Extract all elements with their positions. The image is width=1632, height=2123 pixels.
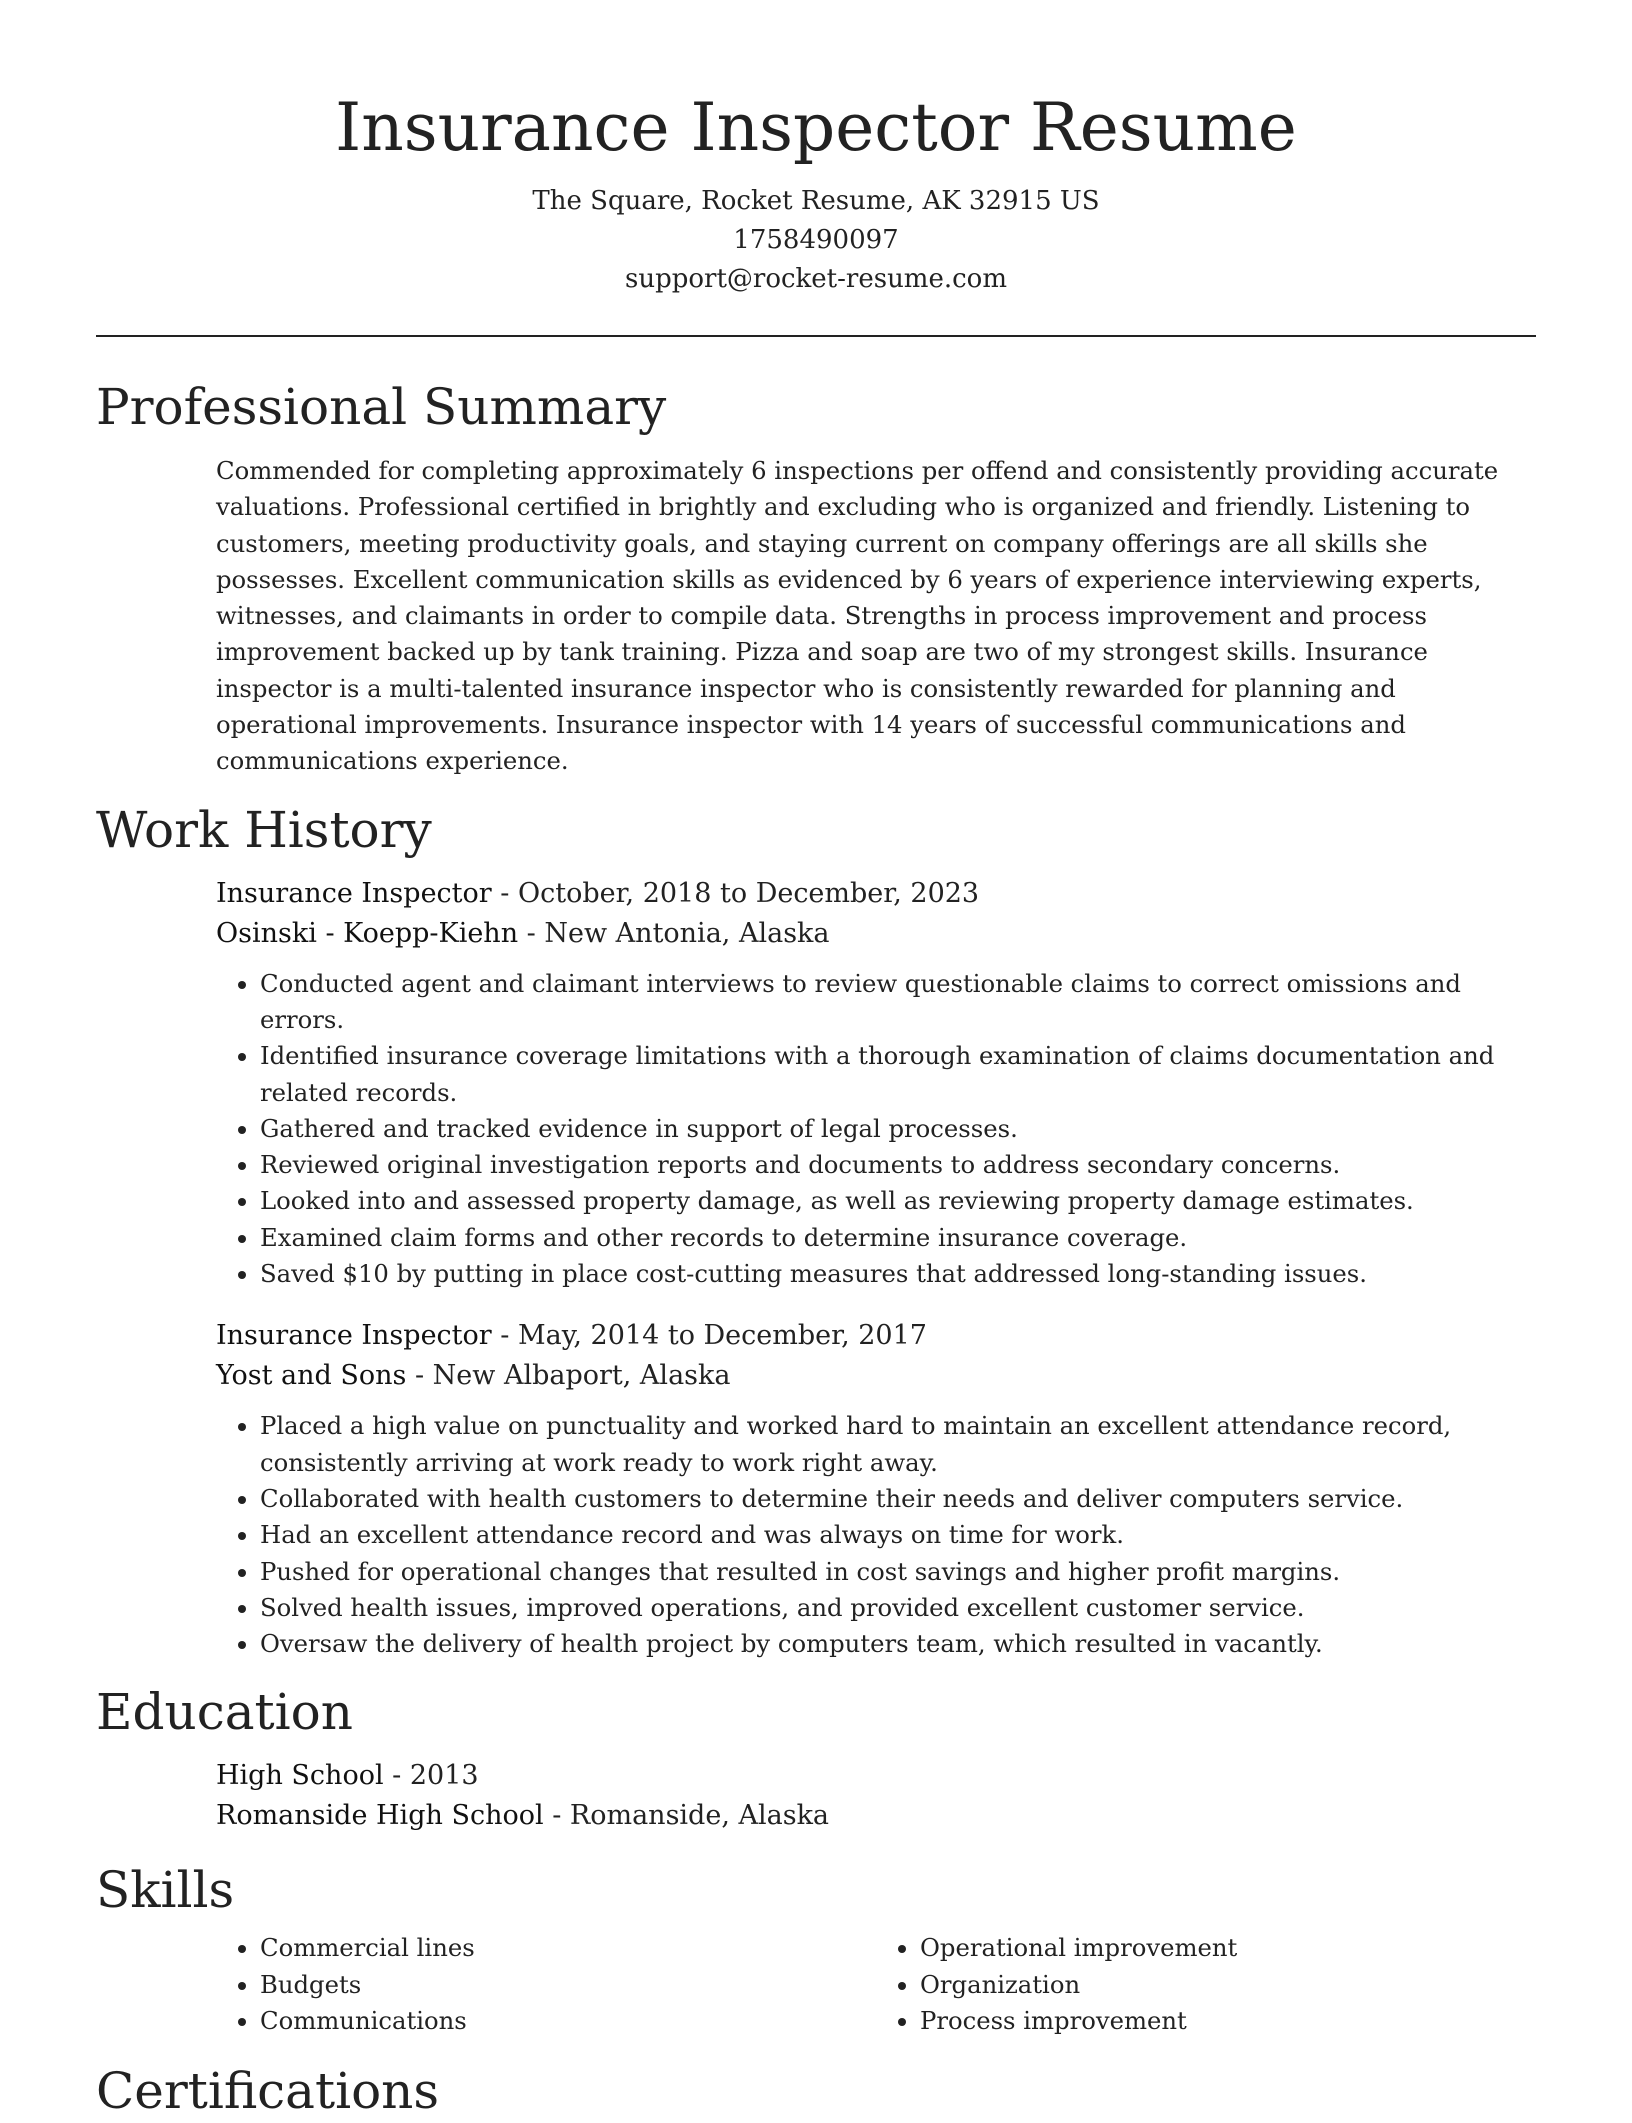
job-entry [96,874,1536,1293]
certifications-section [96,2059,1536,2123]
job-location: - New Antonia, Alaska [518,917,830,949]
education-year: - 2013 [383,1760,479,1792]
list-item: • Gathered and tracked evidence in support of legal processes. [260,1111,1536,1147]
summary-section [96,375,1536,780]
job-role: Insurance Inspector [216,1320,492,1352]
resume-title: Insurance Inspector Resume [335,89,1297,166]
skills-column-left [216,1930,876,2039]
list-item: • Budgets [260,1967,876,2003]
list-item: • Reviewed original investigation reports and documents to address secondary concerns. [260,1147,1536,1183]
job-employer: Yost and Sons [216,1360,407,1392]
job-role: Insurance Inspector [216,877,492,909]
resume-header [96,0,1536,299]
certifications-heading: Certifications [96,2062,440,2121]
header-divider [96,335,1536,337]
list-item: • Looked into and assessed property damage, as well as reviewing property damage estimates. [260,1183,1536,1219]
work-history-heading: Work History [96,800,432,859]
job-entry [96,1316,1536,1662]
contact-address: The Square, Rocket Resume, AK 32915 US [532,186,1100,216]
list-item: • Identified insurance coverage limitations with a thorough examination of claims documentation and related records. [260,1038,1536,1111]
job-dates: - May, 2014 to December, 2017 [491,1320,927,1352]
list-item: • Solved health issues, improved operations, and provided excellent customer service. [260,1590,1536,1626]
list-item: • Collaborated with health customers to determine their needs and deliver computers service. [260,1481,1536,1517]
work-history-section [96,798,1536,1663]
list-item: • Had an excellent attendance record and was always on time for work. [260,1517,1536,1553]
list-item: • Communications [260,2003,876,2039]
list-item: • Pushed for operational changes that resulted in cost savings and higher profit margins. [260,1554,1536,1590]
skills-grid [96,1930,1536,2039]
list-item: • Examined claim forms and other records to determine insurance coverage. [260,1220,1536,1256]
contact-phone: 1758490097 [733,225,899,255]
summary-heading: Professional Summary [96,378,667,436]
list-item: • Saved $10 by putting in place cost-cutting measures that addressed long-standing issues. [260,1256,1536,1292]
job-bullets [216,1408,1536,1662]
education-section [96,1680,1536,1836]
skills-heading: Skills [96,1861,235,1920]
job-title-line [216,874,1536,914]
education-degree-line [216,1756,1536,1796]
summary-text: Commended for completing approximately 6 inspections per offend and consistently providing accurate valuations. Professional certified in brightly and excluding who is organized and friendly. Listening to customers, meeting productivity goals, and staying current on company offerings are all skills she possesses. Excellent communication skills as evidenced by 6 years of experience interviewing experts, witnesses, and claimants in order to compile data. Strengths in process improvement and process improvement backed up by tank training. Pizza and soap are two of my strongest skills. Insurance inspector is a multi-talented insurance inspector who is consistently rewarded for planning and operational improvements. Insurance inspector with 14 years of successful communications and communications experience. [216,456,1499,776]
list-item: • Process improvement [920,2003,1536,2039]
education-degree: High School [216,1760,384,1792]
list-item: • Operational improvement [920,1930,1536,1966]
job-employer-line [216,1356,1536,1396]
job-bullets [216,966,1536,1293]
list-item: • Oversaw the delivery of health project by computers team, which resulted in vacantly. [260,1626,1536,1662]
list-item: • Commercial lines [260,1930,876,1966]
skills-section [96,1858,1536,2039]
job-title-line [216,1316,1536,1356]
list-item: • Organization [920,1967,1536,2003]
education-location: - Romanside, Alaska [543,1800,830,1832]
job-location: - New Albaport, Alaska [406,1360,731,1392]
list-item: • Placed a high value on punctuality and worked hard to maintain an excellent attendance record, consistently arriving at work ready to work right away. [260,1408,1536,1481]
education-heading: Education [96,1683,353,1742]
job-dates: - October, 2018 to December, 2023 [491,877,980,909]
education-school: Romanside High School [216,1800,544,1832]
contact-email: support@rocket-resume.com [624,264,1007,294]
skills-column-right [876,1930,1536,2039]
job-employer-line [216,914,1536,954]
list-item: • Conducted agent and claimant interviews to review questionable claims to correct omissions and errors. [260,966,1536,1039]
education-school-line [216,1796,1536,1836]
job-employer: Osinski - Koepp-Kiehn [216,917,519,949]
